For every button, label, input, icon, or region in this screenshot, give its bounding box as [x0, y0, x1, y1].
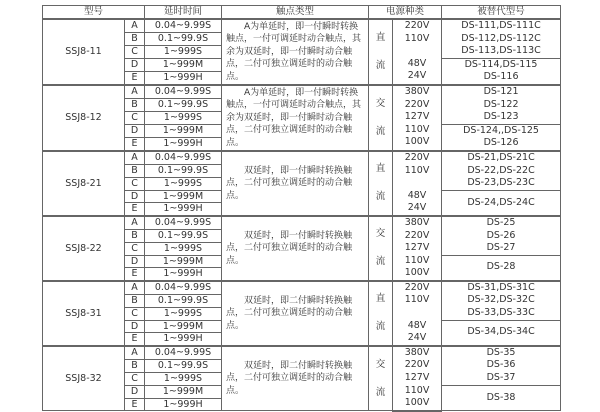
- replacement-models: [442, 85, 561, 124]
- voltage-value: 100V: [404, 136, 430, 148]
- contact-text: 双延时，即一付瞬时转换触点，二付可独立调延时的动合触点。: [226, 165, 353, 201]
- delay-range: 1~999H: [145, 268, 222, 281]
- voltage-value: 24V: [407, 70, 427, 82]
- voltage-value: 48V: [407, 57, 427, 69]
- contact-text: 双延时，即一付瞬时转换触点，二付可独立调延时的动合触点。: [226, 230, 353, 266]
- variant-letter: B: [125, 294, 145, 307]
- voltage-value: [393, 307, 441, 320]
- variant-letter: A: [125, 19, 145, 32]
- variant-letter: D: [125, 255, 145, 268]
- voltage-value: 110V: [404, 294, 430, 306]
- contact-type: [222, 216, 369, 281]
- replacement-model: DS-31,DS-31C: [467, 281, 535, 293]
- contact-text: 双延时，即二付瞬时转换触点，二付可独立调延时的动合触点。: [226, 295, 353, 331]
- delay-range: 1~999S: [145, 111, 222, 124]
- voltage-value: 100V: [404, 397, 430, 409]
- replacement-model: DS-112,DS-112C: [461, 32, 541, 44]
- delay-range: 1~999M: [145, 255, 222, 268]
- model-cell: SSJ8-32: [43, 346, 125, 411]
- voltage-value: [393, 177, 441, 190]
- table-row: [43, 281, 561, 294]
- variant-letter: E: [125, 137, 145, 151]
- header-delay: 延时时间: [145, 6, 222, 20]
- voltage-value: [393, 45, 441, 58]
- power-type: 直 流: [369, 281, 393, 346]
- delay-range: 0.04~9.99S: [145, 19, 222, 32]
- variant-letter: E: [125, 333, 145, 346]
- power-type: 交 流: [369, 346, 393, 411]
- voltage-value: 110V: [404, 384, 430, 396]
- header-model: 型号: [43, 6, 145, 20]
- voltage-list: [393, 281, 442, 346]
- table-row: [43, 151, 561, 164]
- replacement-models: [442, 281, 561, 320]
- contact-type: [222, 85, 369, 151]
- variant-letter: D: [125, 124, 145, 137]
- variant-letter: D: [125, 58, 145, 71]
- delay-range: 1~999H: [145, 333, 222, 346]
- voltage-value: 48V: [407, 189, 427, 201]
- variant-letter: B: [125, 359, 145, 372]
- voltage-list: [393, 151, 442, 216]
- delay-range: 1~999M: [145, 190, 222, 203]
- replacement-models: [442, 216, 561, 255]
- replacement-model: DS-32,DS-32C: [467, 294, 535, 306]
- voltage-value: 220V: [404, 229, 430, 241]
- replacement-models: [442, 320, 561, 346]
- delay-range: 0.1~99.9S: [145, 98, 222, 111]
- replacement-models: [442, 385, 561, 411]
- voltage-value: 220V: [404, 359, 430, 371]
- variant-letter: E: [125, 71, 145, 85]
- model-cell: SSJ8-12: [43, 85, 125, 151]
- variant-letter: A: [125, 85, 145, 98]
- replacement-model: DS-122: [483, 98, 519, 110]
- variant-letter: C: [125, 307, 145, 320]
- variant-letter: B: [125, 164, 145, 177]
- power-type: 直 流: [369, 19, 393, 85]
- delay-range: 0.04~9.99S: [145, 346, 222, 359]
- delay-range: 1~999H: [145, 398, 222, 411]
- replacement-models: [442, 255, 561, 281]
- variant-letter: C: [125, 111, 145, 124]
- replacement-model: DS-35: [486, 346, 516, 358]
- voltage-value: 380V: [404, 216, 430, 228]
- variant-letter: A: [125, 151, 145, 164]
- replacement-models: [442, 58, 561, 85]
- replacement-model: DS-24,DS-24C: [467, 196, 535, 208]
- delay-range: 0.1~99.9S: [145, 359, 222, 372]
- replacement-model: DS-34,DS-34C: [467, 326, 535, 338]
- contact-type: [222, 281, 369, 346]
- delay-range: 0.1~99.9S: [145, 164, 222, 177]
- voltage-value: 127V: [404, 111, 430, 123]
- variant-letter: A: [125, 346, 145, 359]
- voltage-value: 220V: [404, 281, 430, 293]
- replacement-model: DS-26: [486, 229, 516, 241]
- table-row: [43, 19, 561, 32]
- variant-letter: B: [125, 98, 145, 111]
- power-type: 直 流: [369, 151, 393, 216]
- voltage-value: 100V: [404, 267, 430, 279]
- contact-text: A为单延时，即一付瞬时转换触点，一付可调延时动合触点，其余为双延时，即一付瞬时动合触点，二付可独立调延时的动合触点。: [226, 21, 362, 82]
- delay-range: 0.04~9.99S: [145, 281, 222, 294]
- table-row: [43, 216, 561, 229]
- delay-range: 1~999S: [145, 177, 222, 190]
- delay-range: 0.04~9.99S: [145, 85, 222, 98]
- variant-letter: E: [125, 398, 145, 411]
- spec-table: [42, 5, 561, 412]
- voltage-list: [393, 85, 442, 151]
- replacement-model: DS-23,DS-23C: [467, 177, 535, 189]
- replacement-model: DS-123: [483, 111, 519, 123]
- delay-range: 0.1~99.9S: [145, 294, 222, 307]
- contact-type: [222, 19, 369, 85]
- variant-letter: C: [125, 242, 145, 255]
- delay-range: 1~999S: [145, 45, 222, 58]
- delay-range: 1~999H: [145, 71, 222, 85]
- contact-text: 双延时，即二付瞬时转换触点，二付可独立调延时的动合触点。: [226, 360, 353, 396]
- delay-range: 1~999M: [145, 124, 222, 137]
- voltage-value: 220V: [404, 20, 430, 31]
- replacement-model: DS-124,,DS-125: [463, 124, 539, 136]
- replacement-models: [442, 124, 561, 151]
- voltage-value: 110V: [404, 32, 430, 44]
- header-row: [43, 6, 561, 20]
- voltage-value: 380V: [404, 346, 430, 358]
- replacement-model: DS-28: [486, 261, 516, 273]
- delay-range: 1~999M: [145, 58, 222, 71]
- replacement-model: DS-36: [486, 359, 516, 371]
- voltage-value: 380V: [404, 85, 430, 97]
- replacement-model: DS-126: [483, 137, 519, 149]
- voltage-list: [393, 216, 442, 281]
- delay-range: 1~999H: [145, 203, 222, 216]
- table-row: [43, 85, 561, 98]
- variant-letter: D: [125, 385, 145, 398]
- replacement-model: DS-25: [486, 216, 516, 228]
- replacement-models: [442, 346, 561, 385]
- delay-range: 1~999H: [145, 137, 222, 151]
- variant-letter: B: [125, 32, 145, 45]
- replacement-models: [442, 19, 561, 58]
- replacement-model: DS-38: [486, 391, 516, 403]
- model-cell: SSJ8-31: [43, 281, 125, 346]
- delay-range: 1~999S: [145, 242, 222, 255]
- delay-range: 0.1~99.9S: [145, 32, 222, 45]
- voltage-value: 220V: [404, 98, 430, 110]
- delay-range: 1~999M: [145, 385, 222, 398]
- replacement-model: DS-22,DS-22C: [467, 164, 535, 176]
- replacement-models: [442, 151, 561, 190]
- replacement-model: DS-37: [486, 372, 516, 384]
- replacement-model: DS-121: [483, 85, 519, 97]
- replacement-model: DS-33,DS-33C: [467, 307, 535, 319]
- contact-type: [222, 346, 369, 411]
- variant-letter: B: [125, 229, 145, 242]
- voltage-value: 110V: [404, 164, 430, 176]
- voltage-value: 48V: [407, 319, 427, 331]
- variant-letter: C: [125, 177, 145, 190]
- voltage-value: 110V: [404, 123, 430, 135]
- voltage-value: 24V: [407, 332, 427, 344]
- delay-range: 1~999M: [145, 320, 222, 333]
- contact-text: A为单延时，即一付瞬时转换触点，一付可调延时动合触点，其余为双延时，即一付瞬时动合触点，二付可独立调延时的动合触点。: [226, 87, 362, 148]
- contact-type: [222, 151, 369, 216]
- power-type: 交 流: [369, 85, 393, 151]
- delay-range: 0.1~99.9S: [145, 229, 222, 242]
- voltage-value: 127V: [404, 372, 430, 384]
- voltage-value: 24V: [407, 202, 427, 214]
- header-power: 电源种类: [369, 6, 442, 20]
- voltage-value: 110V: [404, 254, 430, 266]
- replacement-model: DS-27: [486, 242, 516, 254]
- replacement-model: DS-116: [483, 71, 519, 83]
- variant-letter: A: [125, 281, 145, 294]
- variant-letter: D: [125, 190, 145, 203]
- delay-range: 1~999S: [145, 307, 222, 320]
- model-cell: SSJ8-22: [43, 216, 125, 281]
- variant-letter: E: [125, 268, 145, 281]
- variant-letter: A: [125, 216, 145, 229]
- variant-letter: C: [125, 45, 145, 58]
- delay-range: 1~999S: [145, 372, 222, 385]
- table-body: [43, 19, 561, 411]
- header-replace: 被替代型号: [442, 6, 561, 20]
- replacement-model: DS-113,DS-113C: [461, 45, 541, 57]
- replacement-model: DS-111,DS-111C: [461, 20, 541, 31]
- replacement-models: [442, 190, 561, 216]
- replacement-model: DS-114,DS-115: [464, 58, 538, 70]
- voltage-value: 220V: [404, 151, 430, 163]
- variant-letter: E: [125, 203, 145, 216]
- header-contact: 触点类型: [222, 6, 369, 20]
- voltage-value: 127V: [404, 242, 430, 254]
- model-cell: SSJ8-21: [43, 151, 125, 216]
- model-cell: SSJ8-11: [43, 19, 125, 85]
- replacement-model: DS-21,DS-21C: [467, 151, 535, 163]
- variant-letter: D: [125, 320, 145, 333]
- delay-range: 0.04~9.99S: [145, 151, 222, 164]
- voltage-list: [393, 19, 442, 85]
- variant-letter: C: [125, 372, 145, 385]
- delay-range: 0.04~9.99S: [145, 216, 222, 229]
- voltage-list: [393, 346, 442, 411]
- power-type: 交 流: [369, 216, 393, 281]
- table-row: [43, 346, 561, 359]
